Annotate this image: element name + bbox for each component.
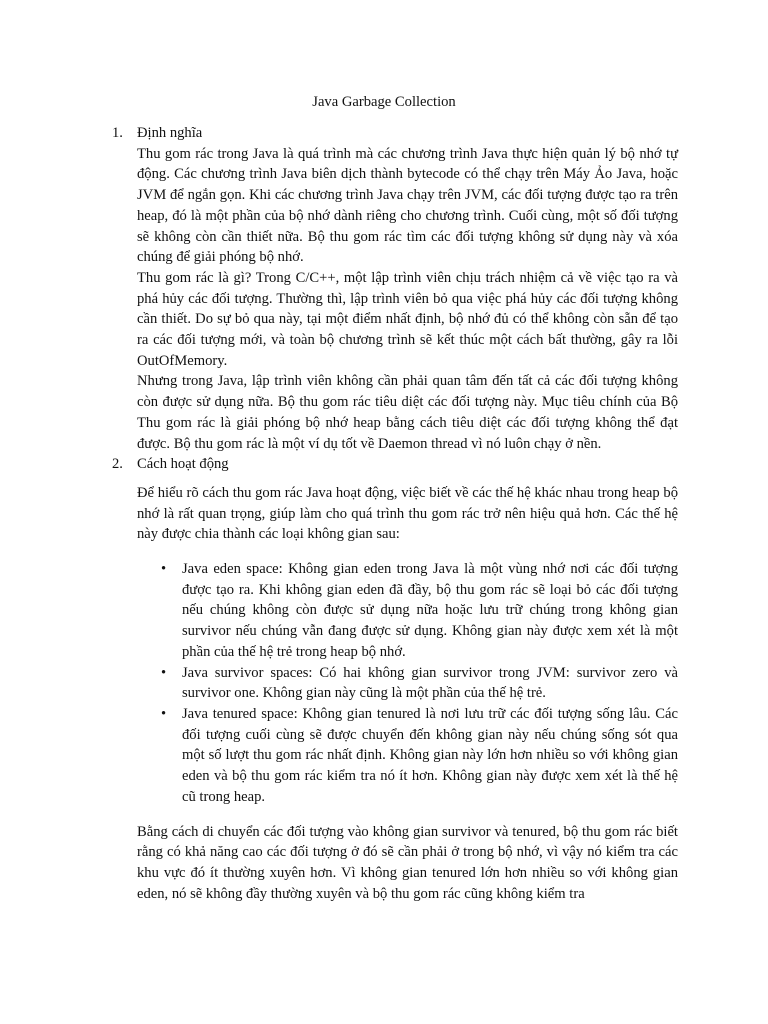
bullet-list	[112, 559, 678, 807]
paragraph: Thu gom rác là gì? Trong C/C++, một lập trình viên chịu trách nhiệm cả về việc tạo ra và phá hủy các đối tượng. Thường thì, lập trình viên bỏ qua việc phá hủy các đối tượng không cần thiết. Do sự bỏ qua này, tại một điểm nhất định, bộ nhớ đủ có thể không còn sẵn để tạo ra các đối tượng mới, và toàn bộ chương trình sẽ kết thúc một cách bất thường, gây ra lỗi OutOfMemory.	[137, 269, 678, 369]
bullet-icon: •	[161, 705, 167, 722]
list-item	[161, 704, 678, 808]
list-item-text: Java tenured space: Không gian tenured là nơi lưu trữ các đối tượng sống lâu. Các đối tượng cuối cùng sẽ được chuyển đến không gian này nếu chúng sống sót qua một số lượt thu gom rác nhất định. Không gian này lớn hơn nhiều so với không gian eden và bộ thu gom rác kiểm tra nó ít hơn. Không gian này được xem xét là thế hệ cũ trong heap.	[182, 705, 678, 805]
section-number: 2.	[112, 456, 123, 473]
section-title: Cách hoạt động	[137, 456, 229, 473]
list-item-text: Java eden space: Không gian eden trong Java là một vùng nhớ nơi các đối tượng được tạo ra. Khi không gian eden đã đầy, bộ thu gom rác sẽ loại bỏ các đối tượng nếu chúng không còn được sử dụng nữa hoặc lưu trữ chúng trong không gian survivor nếu chúng vẫn đang được sử dụng. Không gian này được xem xét là một phần của thế hệ trẻ trong heap bộ nhớ.	[182, 561, 678, 660]
section-heading-definition	[112, 123, 678, 144]
list-item	[161, 559, 678, 663]
list-item	[161, 663, 678, 704]
bullet-icon: •	[161, 664, 167, 681]
list-item-text: Java survivor spaces: Có hai không gian survivor trong JVM: survivor zero và survivor one. Không gian này cũng là một phần của thế hệ trẻ.	[182, 664, 678, 702]
section-title: Định nghĩa	[137, 125, 203, 141]
document-body	[112, 123, 678, 904]
paragraph: Bằng cách di chuyển các đối tượng vào không gian survivor và tenured, bộ thu gom rác biết rằng có khả năng cao các đối tượng ở đó sẽ cần phải ở trong bộ nhớ, vì vậy nó kiểm tra các khu vực đó ít thường xuyên hơn. Vì không gian tenured lớn hơn nhiều so với không gian eden, nó sẽ không đầy thường xuyên và bộ thu gom rác cũng không kiểm tra	[137, 823, 678, 902]
bullet-icon: •	[161, 561, 167, 578]
section-heading-how-it-works	[112, 454, 678, 475]
paragraph: Nhưng trong Java, lập trình viên không cần phải quan tâm đến tất cả các đối tượng không còn được sử dụng nữa. Bộ thu gom rác tiêu diệt các đối tượng này. Mục tiêu chính của Bộ Thu gom rác là giải phóng bộ nhớ heap bằng cách tiêu diệt các đối tượng không thể đạt được. Bộ thu gom rác là một ví dụ tốt về Daemon thread vì nó luôn chạy ở nền.	[137, 373, 678, 452]
document-title: Java Garbage Collection	[312, 94, 456, 110]
paragraph: Để hiểu rõ cách thu gom rác Java hoạt động, việc biết về các thế hệ khác nhau trong heap bộ nhớ là rất quan trọng, giúp làm cho quá trình thu gom rác trở nên hiệu quả hơn. Các thế hệ này được chia thành các loại không gian sau:	[137, 484, 678, 543]
section-number: 1.	[112, 125, 123, 141]
paragraph: Thu gom rác trong Java là quá trình mà các chương trình Java thực hiện quản lý bộ nhớ tự động. Các chương trình Java biên dịch thành bytecode có thể chạy trên Máy Ảo Java, hoặc JVM để ngắn gọn. Khi các chương trình Java chạy trên JVM, các đối tượng được tạo ra trên heap, đó là một phần của bộ nhớ dành riêng cho chương trình. Cuối cùng, một số đối tượng sẽ không còn cần thiết nữa. Bộ thu gom rác tìm các đối tượng không sử dụng này và xóa chúng để giải phóng bộ nhớ.	[137, 145, 678, 266]
